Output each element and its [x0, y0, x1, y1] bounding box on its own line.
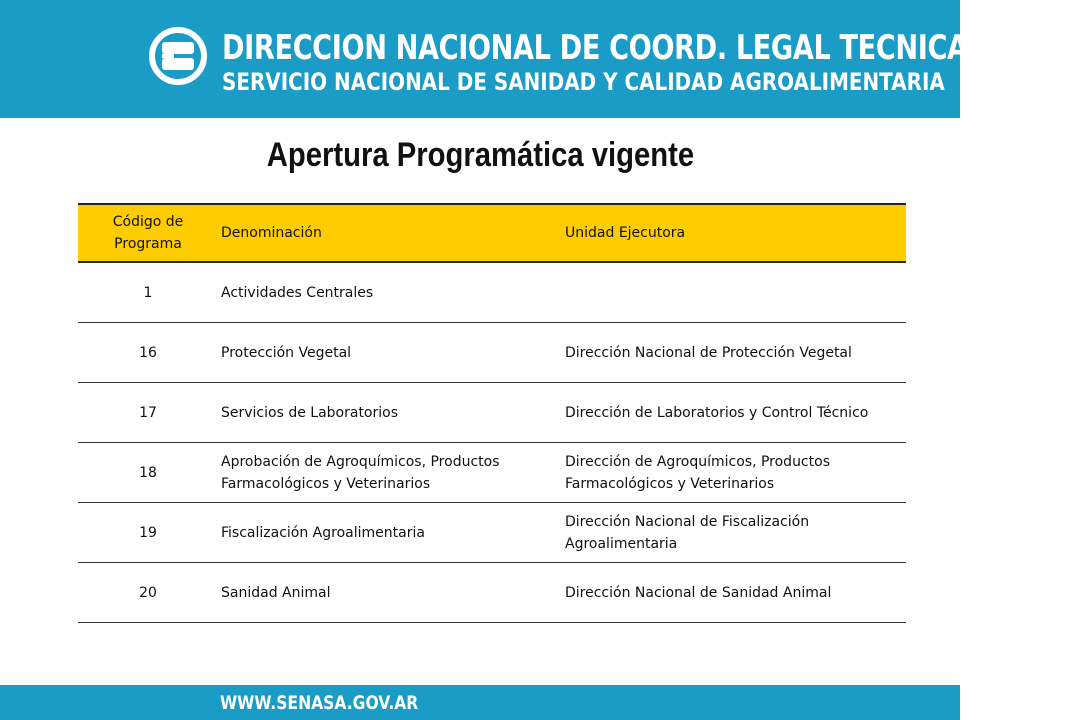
cell-unidad — [562, 262, 906, 323]
page-title-text: Apertura Programática vigente — [266, 136, 694, 174]
column-header-codigo: Código de Programa — [78, 204, 218, 262]
cell-codigo: 16 — [78, 323, 218, 383]
table-header-row — [78, 204, 906, 262]
cell-unidad: Dirección Nacional de Fiscalización Agroalimentaria — [562, 503, 906, 563]
header-banner — [0, 0, 1075, 118]
table-row — [78, 503, 906, 563]
senasa-logo-icon — [148, 26, 208, 86]
cell-unidad: Dirección de Laboratorios y Control Técnico — [562, 383, 906, 443]
table-row — [78, 262, 906, 323]
cell-denominacion: Fiscalización Agroalimentaria — [218, 503, 562, 563]
page-title — [0, 136, 960, 175]
cell-denominacion: Actividades Centrales — [218, 262, 562, 323]
table-row — [78, 563, 906, 623]
programs-table — [78, 203, 906, 623]
cell-denominacion: Aprobación de Agroquímicos, Productos Farmacológicos y Veterinarios — [218, 443, 562, 503]
cell-codigo: 17 — [78, 383, 218, 443]
cell-codigo: 19 — [78, 503, 218, 563]
cell-codigo: 1 — [78, 262, 218, 323]
cell-unidad: Dirección de Agroquímicos, Productos Farmacológicos y Veterinarios — [562, 443, 906, 503]
cell-denominacion: Protección Vegetal — [218, 323, 562, 383]
cell-codigo: 20 — [78, 563, 218, 623]
cell-denominacion: Servicios de Laboratorios — [218, 383, 562, 443]
cell-unidad: Dirección Nacional de Sanidad Animal — [562, 563, 906, 623]
table-row — [78, 383, 906, 443]
header-agency-name: DIRECCION NACIONAL DE COORD. LEGAL TECNICA Y ADM — [222, 28, 1075, 68]
table-row — [78, 323, 906, 383]
column-header-unidad: Unidad Ejecutora — [562, 204, 906, 262]
cell-unidad: Dirección Nacional de Protección Vegetal — [562, 323, 906, 383]
cell-denominacion: Sanidad Animal — [218, 563, 562, 623]
cell-codigo: 18 — [78, 443, 218, 503]
table-row — [78, 443, 906, 503]
footer-banner — [0, 685, 960, 720]
footer-url: WWW.SENASA.GOV.AR — [220, 692, 419, 714]
column-header-denominacion: Denominación — [218, 204, 562, 262]
header-service-name: SERVICIO NACIONAL DE SANIDAD Y CALIDAD AGROALIMENTARIA — [222, 68, 945, 96]
